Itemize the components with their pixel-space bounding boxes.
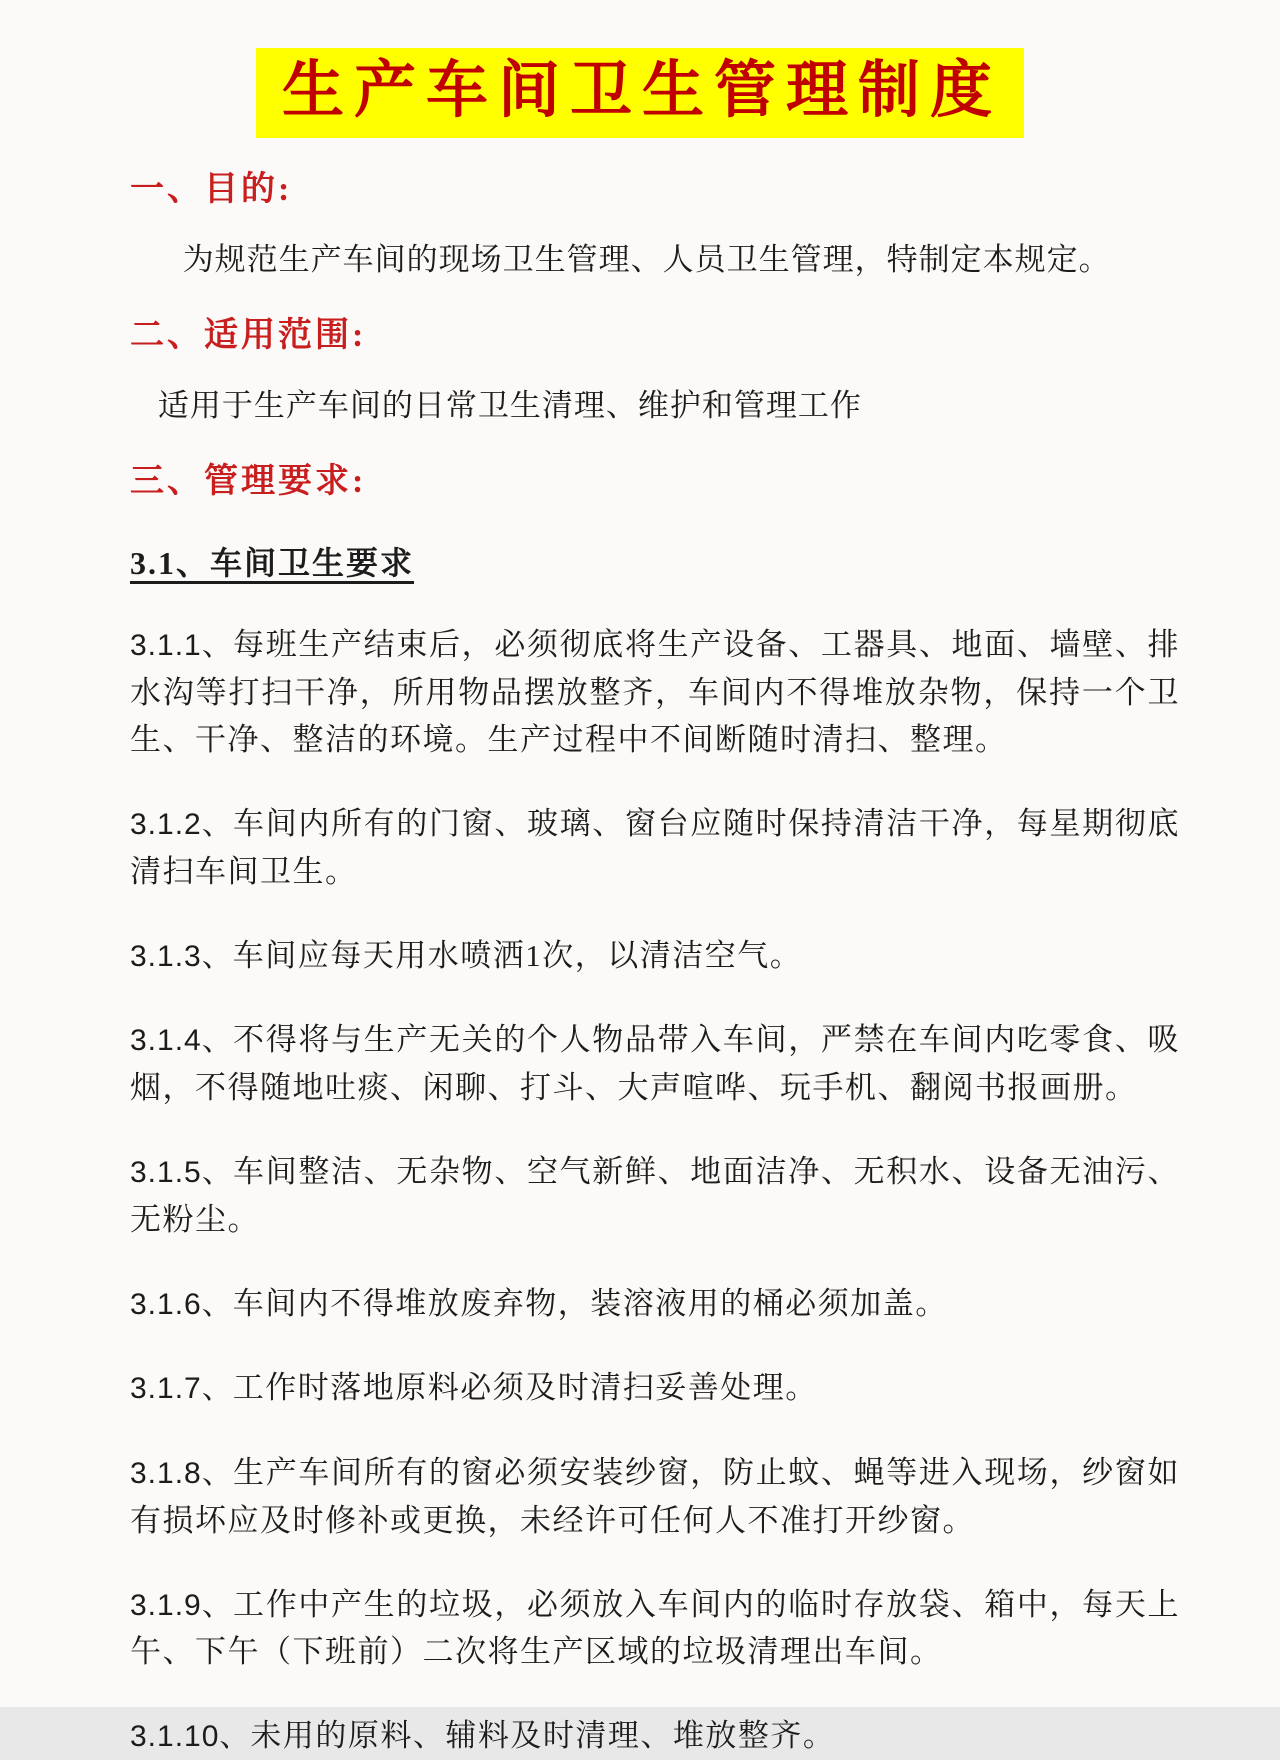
document-title: 生产车间卫生管理制度 <box>256 48 1024 138</box>
rule-3-1-8 <box>130 1449 1180 1544</box>
rule-text: 每班生产结束后，必须彻底将生产设备、工器具、地面、墙壁、排水沟等打扫干净，所用物品摆放整齐，车间内不得堆放杂物，保持一个卫生、干净、整洁的环境。生产过程中不间断随时清扫、整理。 <box>130 627 1180 758</box>
section-heading-purpose: 一、目的: <box>130 170 293 208</box>
rule-text: 车间应每天用水喷洒1次，以清洁空气。 <box>232 937 803 973</box>
rule-text: 生产车间所有的窗必须安装纱窗，防止蚊、蝇等进入现场，纱窗如有损坏应及时修补或更换，未经许可任何人不准打开纱窗。 <box>130 1455 1180 1538</box>
scope-paragraph: 适用于生产车间的日常卫生清理、维护和管理工作 <box>157 388 862 424</box>
rule-3-1-10 <box>130 1712 1180 1760</box>
rule-text: 车间内所有的门窗、玻璃、窗台应随时保持清洁干净，每星期彻底清扫车间卫生。 <box>130 806 1180 889</box>
sub-heading-workshop-hygiene <box>130 538 1180 584</box>
rule-3-1-7 <box>130 1364 1180 1412</box>
rule-number: 3.1.6、 <box>130 1287 233 1321</box>
rule-number: 3.1.7、 <box>130 1372 233 1406</box>
rule-number: 3.1.8、 <box>130 1457 234 1491</box>
rule-text: 不得将与生产无关的个人物品带入车间，严禁在车间内吃零食、吸烟，不得随地吐痰、闲聊、打斗、大声喧哗、玩手机、翻阅书报画册。 <box>130 1022 1180 1106</box>
rule-number: 3.1.9、 <box>130 1588 234 1622</box>
rule-text: 车间整洁、无杂物、空气新鲜、地面洁净、无积水、设备无油污、无粉尘。 <box>130 1154 1180 1237</box>
rule-number: 3.1.4、 <box>130 1024 234 1058</box>
rule-3-1-6 <box>130 1280 1180 1328</box>
sub-heading-text: 3.1、车间卫生要求 <box>130 545 415 582</box>
section-heading-requirements: 三、管理要求: <box>130 463 367 501</box>
rule-number: 3.1.10、 <box>130 1720 251 1754</box>
rule-3-1-9 <box>130 1581 1180 1676</box>
rule-text: 车间内不得堆放废弃物，装溶液用的桶必须加盖。 <box>232 1285 948 1321</box>
rule-number: 3.1.3、 <box>130 939 233 973</box>
rule-number: 3.1.2、 <box>130 808 234 842</box>
rule-3-1-4 <box>130 1016 1180 1111</box>
rule-3-1-1 <box>130 621 1180 763</box>
section-heading-scope: 二、适用范围: <box>130 316 367 354</box>
title-block <box>130 48 1150 138</box>
rule-number: 3.1.1、 <box>130 629 234 663</box>
rule-3-1-2 <box>130 800 1180 895</box>
rule-text: 工作时落地原料必须及时清扫妥善处理。 <box>232 1370 818 1406</box>
purpose-paragraph: 为规范生产车间的现场卫生管理、人员卫生管理，特制定本规定。 <box>182 241 1111 277</box>
rule-text: 未用的原料、辅料及时清理、堆放整齐。 <box>250 1718 836 1754</box>
rule-number: 3.1.5、 <box>130 1156 234 1190</box>
rule-text: 工作中产生的垃圾，必须放入车间内的临时存放袋、箱中，每天上午、下午（下班前）二次将生产区域的垃圾清理出车间。 <box>130 1586 1180 1670</box>
rule-3-1-5 <box>130 1148 1180 1243</box>
rule-3-1-3 <box>130 932 1180 980</box>
